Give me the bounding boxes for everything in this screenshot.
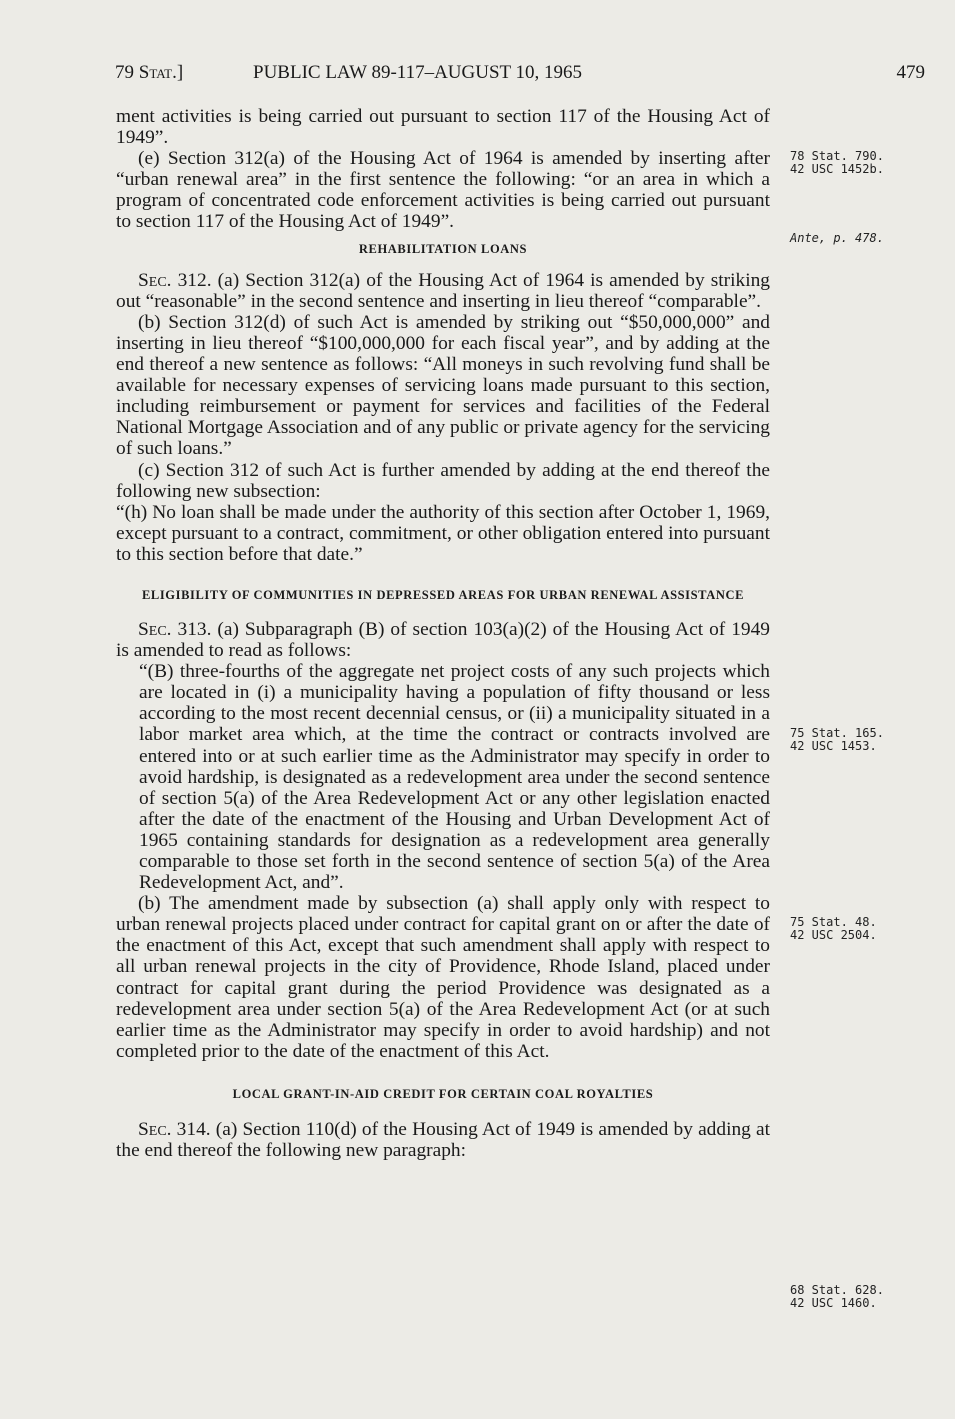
paragraph-sec-314-a — [116, 1119, 770, 1161]
sec-314-a-text: (a) Section 110(d) of the Housing Act of 1949 is amended by adding at the end thereof the following new paragraph: — [116, 1119, 770, 1162]
margin-note-75-stat-165 — [790, 727, 884, 753]
margin-note-line: 42 USC 2504. — [790, 928, 877, 942]
page-header — [115, 62, 925, 88]
margin-note-line: 75 Stat. 165. — [790, 726, 884, 740]
margin-note-line: 78 Stat. 790. — [790, 149, 884, 163]
page-number: 479 — [896, 62, 925, 83]
margin-note-ante — [790, 232, 884, 245]
margin-note-line: 42 USC 1453. — [790, 739, 877, 753]
page-title: PUBLIC LAW 89-117–AUGUST 10, 1965 — [253, 62, 583, 83]
margin-note-line: 42 USC 1460. — [790, 1296, 877, 1310]
paragraph-sec-312-c: (c) Section 312 of such Act is further amended by adding at the end thereof the following new subsection: — [116, 459, 770, 502]
paragraph-subsection-h: “(h) No loan shall be made under the authority of this section after October 1, 1969, except pursuant to a contract, commitment, or other obligation entered into pursuant to this section before that date.” — [116, 501, 770, 565]
paragraph-sec-312-b: (b) Section 312(d) of such Act is amended by striking out “$50,000,000” and inserting in lieu thereof “$100,000,000 for each fiscal year”, and by adding at the end thereof a new sentence as follows: “All moneys in such revolving fund shall be available for necessary expenses of servicing loans made pursuant to this section, including reimbursement or payment for services and facilities of the Federal National Mortgage Association and of any public or private agency for the servicing of such loans.” — [116, 311, 770, 460]
margin-note-78-stat — [790, 150, 884, 176]
paragraph-continuation: ment activities is being carried out pursuant to section 117 of the Housing Act of 1949”. — [116, 106, 770, 149]
section-label-312: Sec. 312. — [138, 269, 212, 291]
section-label-314: Sec. 314. — [138, 1119, 211, 1141]
paragraph-sec-313-a — [116, 619, 770, 661]
paragraph-sec-313-b: (b) The amendment made by subsection (a) shall apply only with respect to urban renewal projects placed under contract for capital grant on or after the date of the enactment of this Act, except that such amendment shall apply with respect to all urban renewal projects in the city of Providence, Rhode Island, placed under contract for capital grant during the period Providence was designated as a redevelopment area under section 5(a) of the Area Redevelopment Act (or at such earlier time as the Administrator may specify in order to avoid hardship) and not completed prior to the date of the enactment of this Act. — [116, 893, 770, 1062]
margin-note-line: 42 USC 1452b. — [790, 162, 884, 176]
heading-rehabilitation-loans: REHABILITATION LOANS — [358, 241, 528, 256]
sec-313-a-text: (a) Subparagraph (B) of section 103(a)(2) of the Housing Act of 1949 is amended to read as follows: — [116, 618, 770, 662]
section-label-313: Sec. 313. — [138, 618, 212, 640]
margin-note-line: 75 Stat. 48. — [790, 915, 877, 929]
paragraph-312e: (e) Section 312(a) of the Housing Act of 1964 is amended by inserting after “urban renewal area” in the first sentence the following: “or an area in which a program of concentrated code enforcement activities is being carried out pursuant to section 117 of the Housing Act of 1949”. — [116, 148, 770, 233]
paragraph-sec-312-a — [116, 270, 770, 312]
heading-coal-royalties: LOCAL GRANT-IN-AID CREDIT FOR CERTAIN COAL ROYALTIES — [232, 1086, 654, 1101]
margin-note-line: 68 Stat. 628. — [790, 1283, 884, 1297]
margin-note-68-stat — [790, 1284, 884, 1310]
sec-312-a-text: (a) Section 312(a) of the Housing Act of 1964 is amended by striking out “reasonable” in the second sentence and inserting in lieu thereof “comparable”. — [116, 269, 770, 312]
heading-eligibility: ELIGIBILITY OF COMMUNITIES IN DEPRESSED AREAS FOR URBAN RENEWAL ASSISTANCE — [141, 587, 745, 602]
paragraph-subparagraph-b: “(B) three-fourths of the aggregate net project costs of any such projects which are located in (i) a municipality having a population of fifty thousand or less according to the most recent decennial census, or (ii) a municipality situated in a labor market area which, at the time the contract or contracts involved are entered into or at such earlier time as the Administrator may specify in order to avoid hardship, is designated as a redevelopment area under the second sentence of section 5(a) of the Area Redevelopment Act or any other legislation enacted after the date of the enactment of the Housing and Urban Development Act of 1965 containing standards for designation as a redevelopment area generally comparable to those set forth in the second sentence of section 5(a) of the Area Redevelopment Act, and”. — [139, 661, 770, 894]
margin-note-75-stat-48 — [790, 916, 877, 942]
body-text — [116, 106, 770, 1161]
volume-reference: 79 Stat.] — [115, 62, 184, 83]
margin-note-line: Ante, p. 478. — [790, 231, 884, 245]
